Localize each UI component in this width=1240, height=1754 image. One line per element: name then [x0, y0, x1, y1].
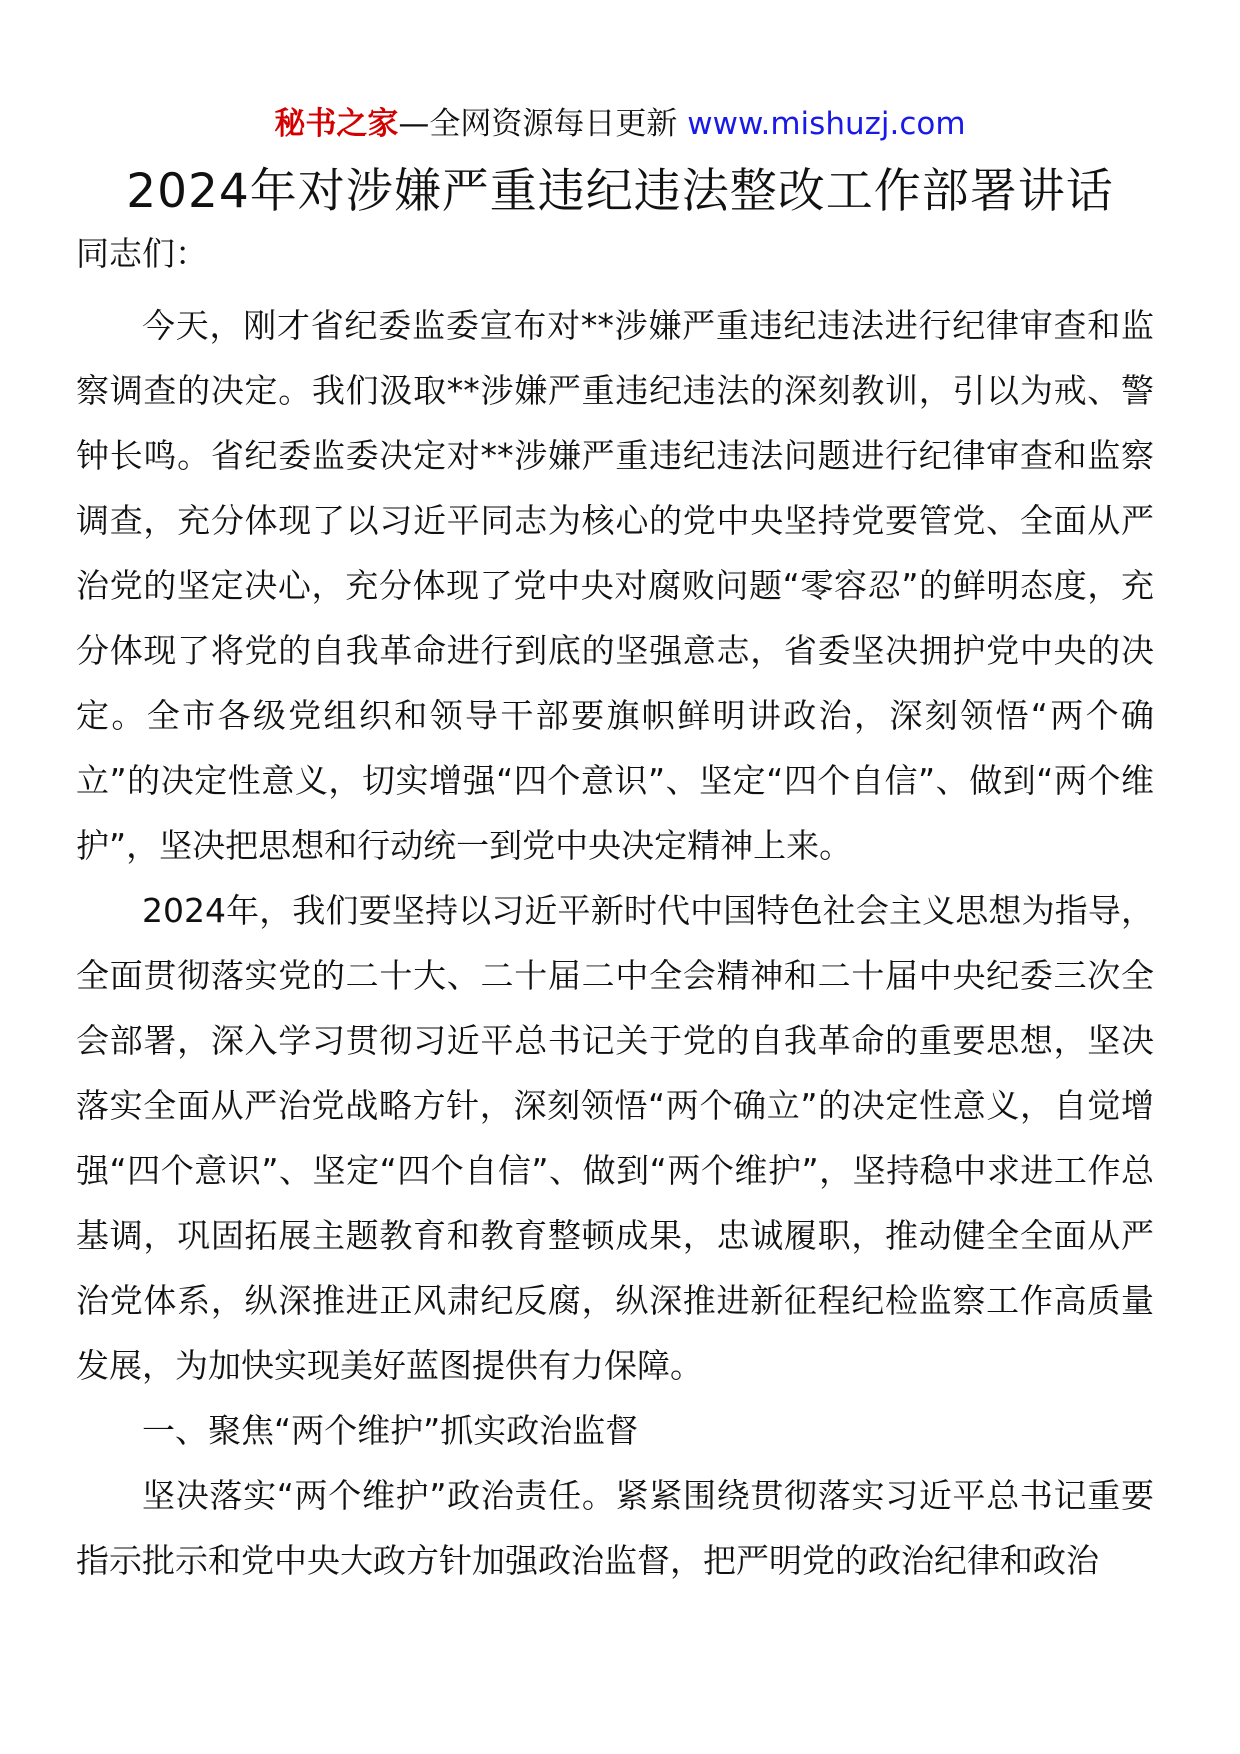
document-body — [76, 293, 1154, 1593]
header-tagline: —全网资源每日更新 — [398, 106, 678, 142]
salutation: 同志们： — [76, 234, 208, 273]
brand-name: 秘书之家 — [274, 106, 399, 142]
section-heading: 一、聚焦“两个维护”抓实政治监督 — [142, 1411, 639, 1450]
body-paragraph: 2024年，我们要坚持以习近平新时代中国特色社会主义思想为指导，全面贯彻落实党的二十大、二十届二中全会精神和二十届中央纪委三次全会部署，深入学习贯彻习近平总书记关于党的自我革命的重要思想，坚决落实全面从严治党战略方针，深刻领悟“两个确立”的决定性意义，自觉增强“四个意识”、坚定“四个自信”、做到“两个维护”，坚持稳中求进工作总基调，巩固拓展主题教育和教育整顿成果，忠诚履职，推动健全全面从严治党体系，纵深推进正风肃纪反腐，纵深推进新征程纪检监察工作高质量发展，为加快实现美好蓝图提供有力保障。 — [76, 891, 1154, 1385]
document-title: 2024年对涉嫌严重违纪违法整改工作部署讲话 — [126, 164, 1114, 219]
site-header — [0, 104, 1240, 144]
body-paragraph: 坚决落实“两个维护”政治责任。紧紧围绕贯彻落实习近平总书记重要指示批示和党中央大政方针加强政治监督，把严明党的政治纪律和政治 — [76, 1476, 1154, 1580]
site-url[interactable]: www.mishuzj.com — [687, 106, 966, 142]
body-paragraph: 今天，刚才省纪委监委宣布对**涉嫌严重违纪违法进行纪律审查和监察调查的决定。我们汲取**涉嫌严重违纪违法的深刻教训，引以为戒、警钟长鸣。省纪委监委决定对**涉嫌严重违纪违法问题进行纪律审查和监察调查，充分体现了以习近平同志为核心的党中央坚持党要管党、全面从严治党的坚定决心，充分体现了党中央对腐败问题“零容忍”的鲜明态度，充分体现了将党的自我革命进行到底的坚强意志，省委坚决拥护党中央的决定。全市各级党组织和领导干部要旗帜鲜明讲政治，深刻领悟“两个确立”的决定性意义，切实增强“四个意识”、坚定“四个自信”、做到“两个维护”，坚决把思想和行动统一到党中央决定精神上来。 — [76, 306, 1154, 865]
